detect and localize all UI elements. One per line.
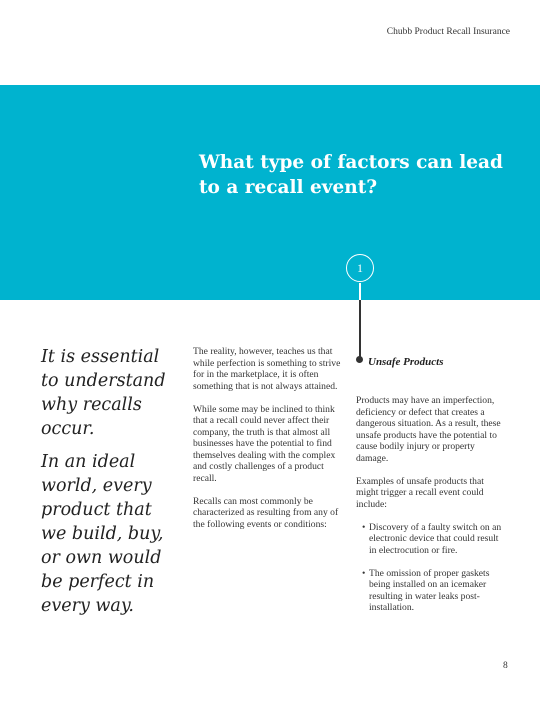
bullet-icon: •: [362, 567, 366, 579]
page-number: 8: [503, 661, 508, 671]
document-header-title: Chubb Product Recall Insurance: [386, 27, 510, 37]
list-item-text: Discovery of a faulty switch on an electronic device that could result in electrocution or fire.: [369, 521, 502, 556]
bullet-icon: •: [362, 521, 366, 533]
list-item-text: The omission of proper gaskets being installed on an icemaker resulting in water leaks post-installation.: [369, 567, 490, 613]
section-heading: Unsafe Products: [368, 356, 444, 368]
pull-quote-paragraph: In an ideal world, every product that we build, buy, or own would be perfect in every way.: [41, 452, 164, 616]
connector-line-top: [359, 283, 361, 300]
list-item: [356, 522, 508, 557]
step-number-badge: 1: [346, 254, 374, 282]
page-title: What type of factors can lead to a recall event?: [199, 152, 503, 198]
body-paragraph: The reality, however, teaches us that while perfection is something to strive for in the marketplace, it is often something that is not always attained.: [193, 346, 341, 392]
example-list: [356, 522, 508, 614]
connector-dot: [356, 356, 363, 363]
pull-quote: [41, 345, 181, 627]
connector-line-bottom: [359, 300, 361, 358]
body-column-section: [356, 395, 508, 625]
body-paragraph: Recalls can most commonly be characterized as resulting from any of the following events or conditions:: [193, 495, 339, 530]
body-column-intro: [193, 346, 341, 542]
body-paragraph: Examples of unsafe products that might trigger a recall event could include:: [356, 475, 484, 510]
pull-quote-paragraph: It is essential to understand why recalls occur.: [41, 347, 166, 439]
body-paragraph: Products may have an imperfection, deficiency or defect that creates a dangerous situation. As a result, these unsafe products have the potential to cause bodily injury or property damage.: [356, 395, 501, 464]
body-paragraph: While some may be inclined to think that a recall could never affect their company, the truth is that almost all businesses have the potential to find themselves dealing with the complex and costly challenges of a product recall.: [193, 403, 336, 484]
list-item: [356, 568, 508, 614]
